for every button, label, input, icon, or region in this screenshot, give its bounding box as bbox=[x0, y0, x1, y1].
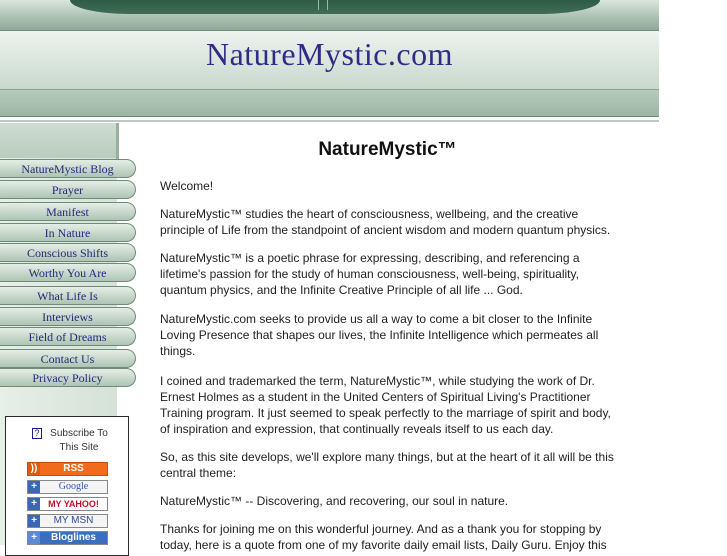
my-msn-label: MY MSN bbox=[53, 515, 94, 526]
nav-item-contact-us[interactable]: Contact Us bbox=[0, 349, 136, 368]
paragraph: Thanks for joining me on this wonderful journey. And as a thank you for stopping by today, here is a quote from one of my favorite daily email lists, Daily Guru. Enjoy this bbox=[160, 522, 607, 552]
nav-item-worthy-you-are[interactable]: Worthy You Are bbox=[0, 263, 136, 282]
nav-item-naturemystic-blog[interactable]: NatureMystic Blog bbox=[0, 159, 136, 178]
header-tick bbox=[327, 0, 328, 10]
nav-item-privacy-policy[interactable]: Privacy Policy bbox=[0, 368, 136, 387]
paragraph: NatureMystic™ studies the heart of consciousness, wellbeing, and the creative principle of Life from the standpoint of ancient wisdom and modern quantum physics. bbox=[160, 207, 611, 237]
paragraph-welcome: Welcome! bbox=[160, 179, 214, 193]
plus-icon: + bbox=[28, 532, 40, 544]
plus-icon: + bbox=[28, 498, 40, 510]
header-arch-bar bbox=[70, 0, 600, 14]
header-bottom-band bbox=[0, 90, 659, 117]
nav-item-interviews[interactable]: Interviews bbox=[0, 307, 136, 326]
nav-item-conscious-shifts[interactable]: Conscious Shifts bbox=[0, 243, 136, 262]
plus-icon: + bbox=[28, 481, 40, 493]
paragraph: NatureMystic™ -- Discovering, and recovering, our soul in nature. bbox=[160, 494, 509, 508]
nav-item-manifest[interactable]: Manifest bbox=[0, 202, 136, 221]
nav-item-in-nature[interactable]: In Nature bbox=[0, 223, 136, 242]
rss-icon: )) bbox=[28, 463, 40, 475]
google-label: Google bbox=[58, 481, 89, 492]
paragraph: I coined and trademarked the term, NatureMystic™, while studying the work of Dr. Ernest Holmes as a student in the United Centers of Spiritual Living's Practitioner Training program. It just seemed to speak perfectly to the marriage of spirit and body, of inspiration and expression, that continually reveals itself to us each day. bbox=[160, 374, 611, 436]
my-msn-button[interactable] bbox=[27, 514, 108, 528]
rss-label: RSS bbox=[63, 463, 84, 474]
header-top-banner bbox=[0, 0, 659, 31]
site-title[interactable]: NatureMystic.com bbox=[205, 36, 454, 72]
plus-icon: + bbox=[28, 515, 40, 527]
my-yahoo-label: MY YAHOO! bbox=[48, 499, 99, 509]
google-button[interactable] bbox=[27, 480, 108, 494]
page-title: NatureMystic™ bbox=[318, 139, 457, 160]
sidebar-top-panel bbox=[0, 123, 117, 158]
header-tick bbox=[318, 0, 319, 10]
subscribe-label: Subscribe To This Site bbox=[50, 428, 108, 453]
help-icon[interactable]: ? bbox=[32, 428, 42, 439]
paragraph: NatureMystic™ is a poetic phrase for expressing, describing, and referencing a lifetime's passion for the study of human consciousness, well-being, spirituality, quantum physics, and the Infinite Creative Principle of all life ... God. bbox=[160, 251, 580, 297]
header-divider bbox=[0, 120, 659, 122]
nav-item-field-of-dreams[interactable]: Field of Dreams bbox=[0, 327, 136, 346]
bloglines-label: Bloglines bbox=[50, 532, 96, 543]
paragraph: NatureMystic.com seeks to provide us all a way to come a bit closer to the Infinite Loving Presence that shapes our lives, the Infinite Intelligence which permeates all things. bbox=[160, 312, 599, 358]
my-yahoo-button[interactable] bbox=[27, 497, 108, 511]
bloglines-button[interactable] bbox=[27, 531, 108, 545]
nav-item-what-life-is[interactable]: What Life Is bbox=[0, 286, 136, 305]
rss-button[interactable] bbox=[27, 462, 108, 476]
nav-item-prayer[interactable]: Prayer bbox=[0, 180, 136, 199]
paragraph: So, as this site develops, we'll explore many things, but at the heart of it all will be this central theme: bbox=[160, 450, 614, 480]
